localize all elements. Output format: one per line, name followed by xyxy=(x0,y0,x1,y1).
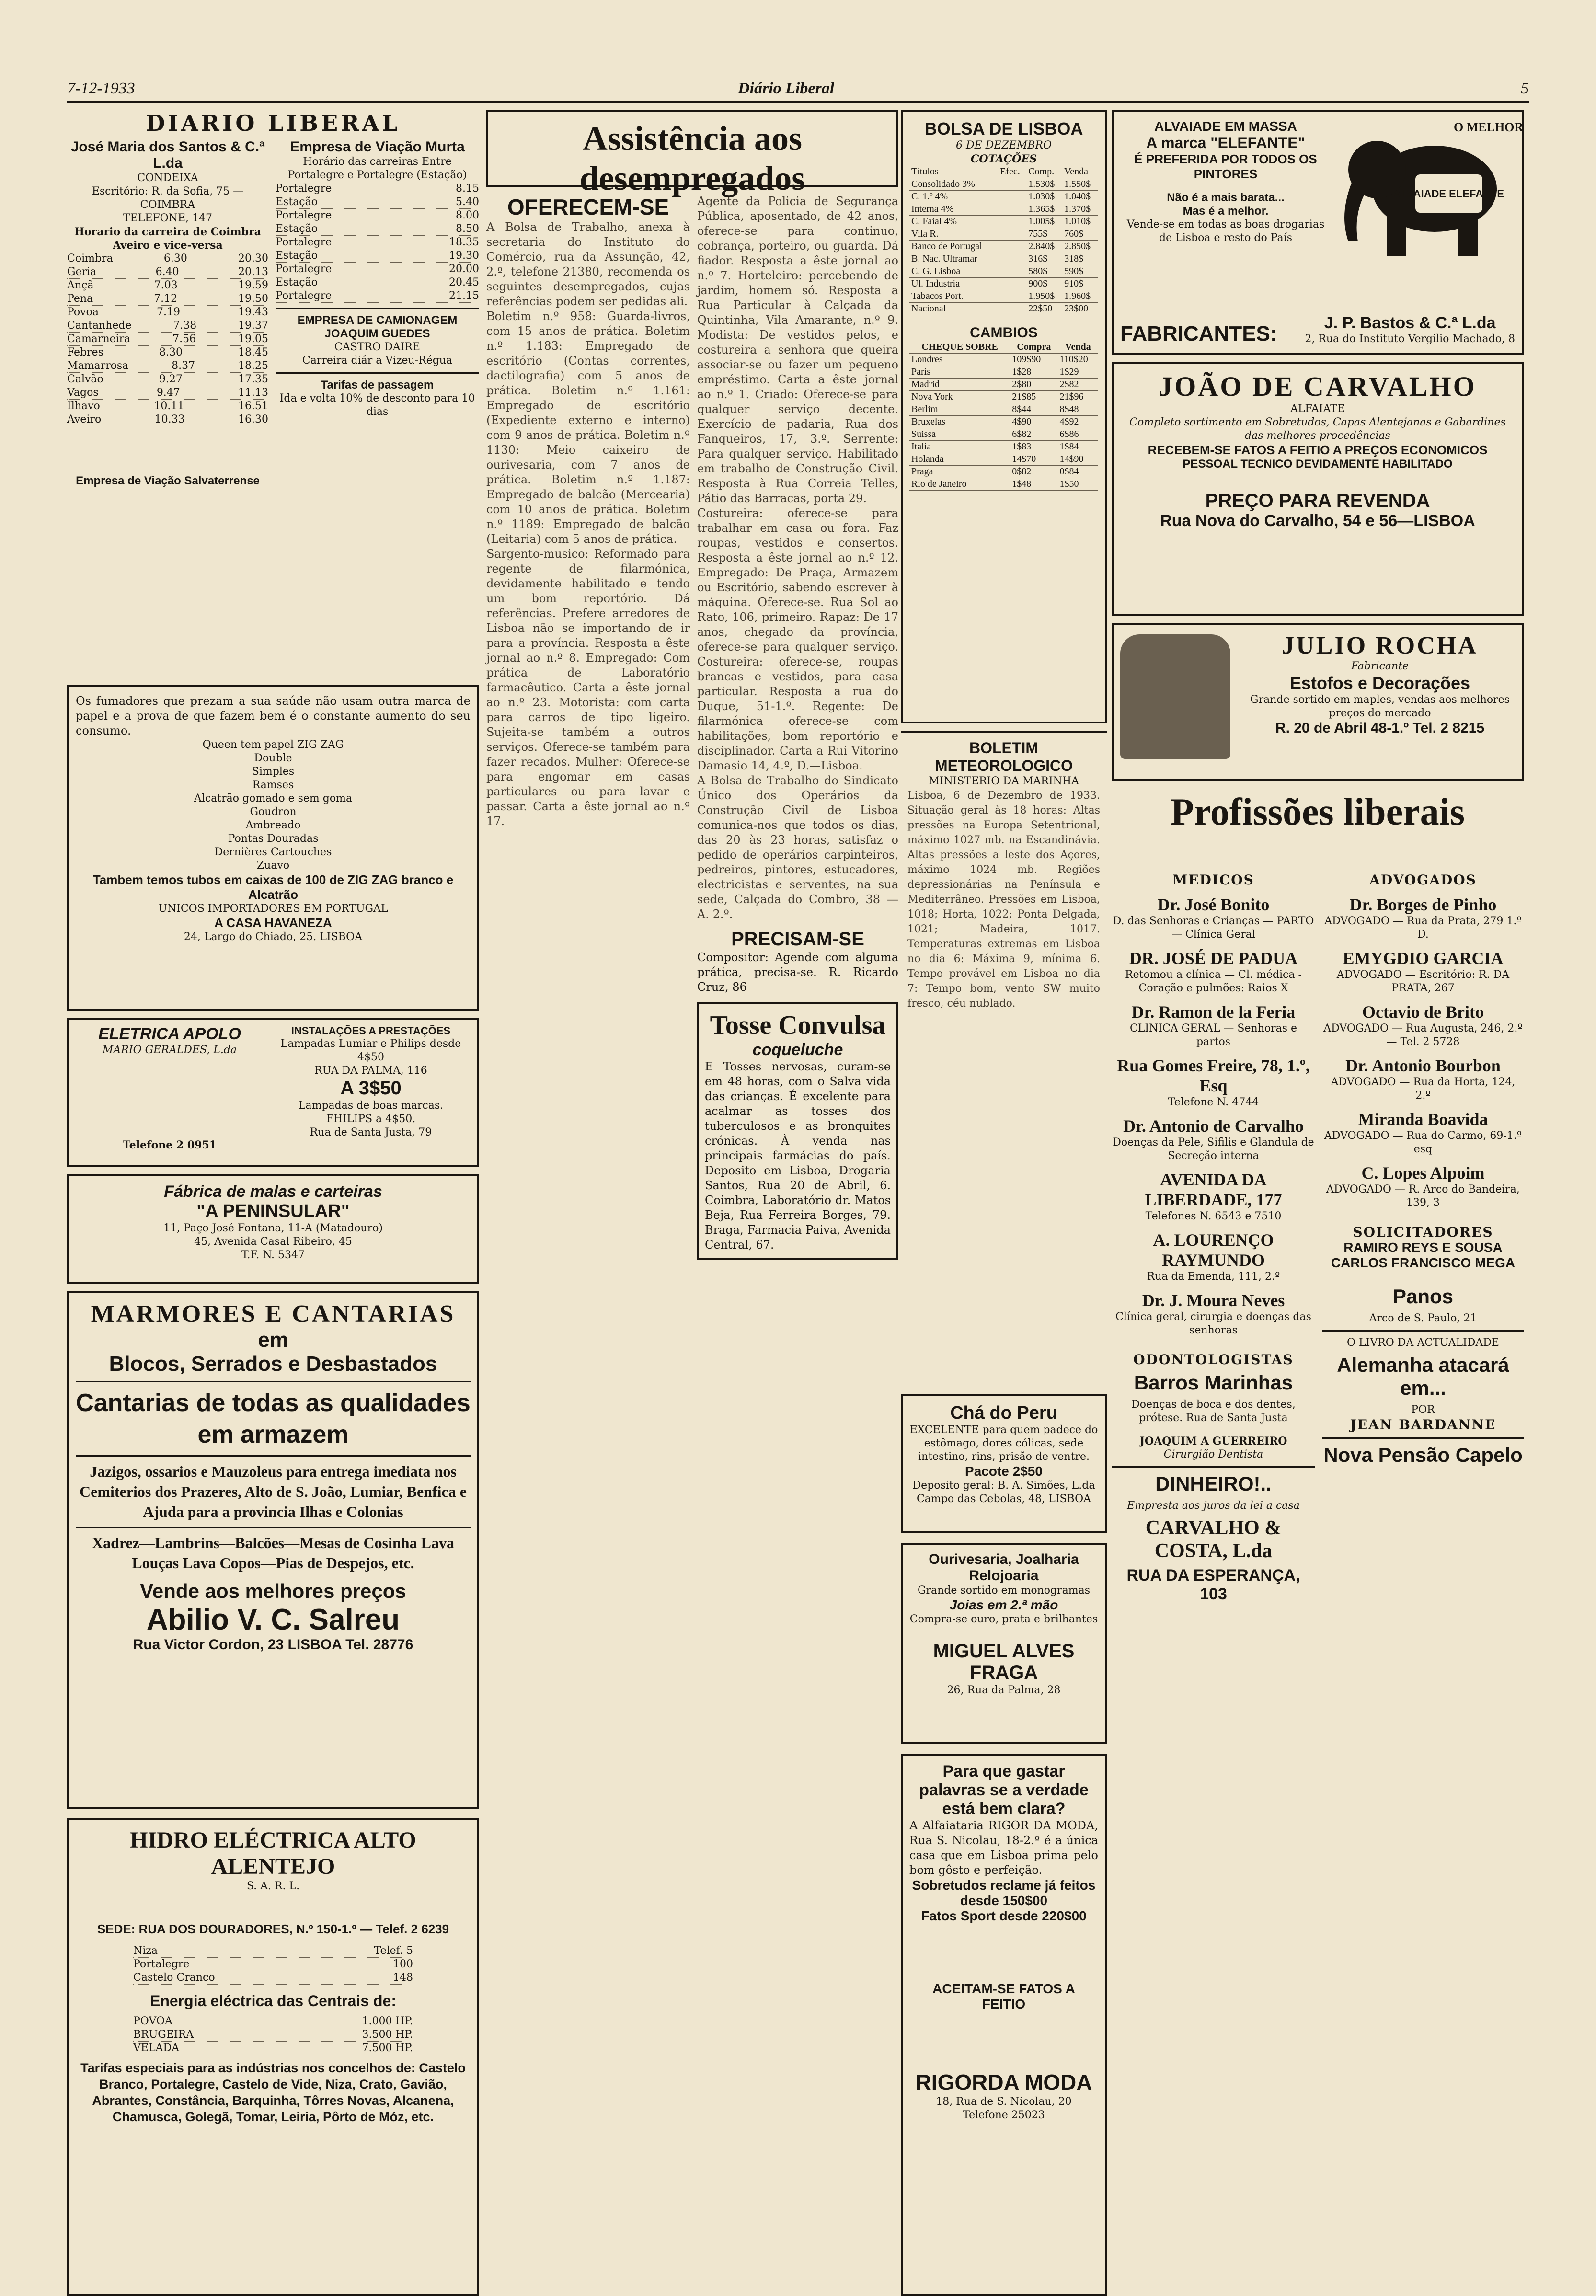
odonto-heading: ODONTOLOGISTAS xyxy=(1133,1352,1294,1367)
cambio-row: Praga 0$82 0$84 xyxy=(909,466,1098,478)
rigor-p1: Sobretudos reclame já feitos desde 150$00 xyxy=(912,1878,1096,1908)
elefante-fab: FABRICANTES: xyxy=(1120,322,1277,345)
precisam-heading: PRECISAM-SE xyxy=(731,929,864,950)
julio-sub: Fabricante xyxy=(1351,660,1409,672)
medico-card: Dr. Ramon de la Feria CLINICA GERAL — Senhoras e partos xyxy=(1129,1002,1297,1048)
marmores-em: em xyxy=(258,1328,288,1352)
transport-schedules xyxy=(67,110,479,494)
zigzag-item: Ambreado xyxy=(245,819,301,831)
instal-line: Lampadas Lumiar e Philips desde 4$50 xyxy=(280,1038,461,1063)
column-3 xyxy=(901,110,1107,2186)
marmores-ad xyxy=(67,1291,479,1809)
santos-schedule: Horario da carreira de Coimbra Aveiro e vice-versa xyxy=(74,226,261,252)
oferecem-heading: OFERECEM-SE xyxy=(507,195,669,219)
tosse-sub: coqueluche xyxy=(752,1041,843,1059)
instal-title: INSTALAÇÕES A PRESTAÇÕES xyxy=(291,1025,451,1037)
bolsa-row: C. 1.º 4% 1.030$ 1.040$ xyxy=(909,191,1098,203)
viacao-box xyxy=(276,139,479,419)
cambio-row: Bruxelas 4$90 4$92 xyxy=(909,416,1098,428)
joao-l3: PESSOAL TECNICO DEVIDAMENTE HABILITADO xyxy=(1183,458,1453,471)
hidro-plant-row: BRUGEIRA 3.500 HP. xyxy=(133,2029,413,2041)
peninsular-addr1: 11, Paço José Fontana, 11-A (Matadouro) xyxy=(163,1222,383,1234)
medico-card: DR. JOSÉ DE PADUA Retomou a clínica — Cl. médica - Coração e pulmões: Raios X xyxy=(1125,949,1302,994)
aveiro-stop-row: Vagos 9.47 11.13 xyxy=(67,387,268,399)
joao-sub: ALFAIATE xyxy=(1290,403,1345,415)
marmores-l3: Jazigos, ossarios e Mauzoleus para entrega imediata nos Cemiterios dos Prazeres, Alto de S. João, Lumiar, Benfica e Ajuda para a provincia Ilhas e Colonias xyxy=(80,1463,467,1520)
medico-card: AVENIDA DA LIBERDADE, 177 Telefones N. 6543 e 7510 xyxy=(1145,1170,1282,1222)
eletrica-tel: Telefone 2 0951 xyxy=(122,1139,217,1151)
zigzag-intro: Os fumadores que prezam a sua saúde não usam outra marca de papel e a prova de que fazem bem é o constante aumento do seu consumo. xyxy=(76,694,471,737)
elefante-badge: ALVAIADE ELEFANTE xyxy=(1393,188,1504,200)
ouri-compra: Compra-se ouro, prata e brilhantes xyxy=(909,1613,1098,1625)
tosse-text: E Tosses nervosas, curam-se em 48 horas, com o Salva vida das crianças. É excelente para acalmar as tosses dos tuberculosos e as bronquites crónicas. À venda nas principais farmácias do país. Deposito em Lisboa, Drogaria Santos, Rua 20 de Abril, 6. Coimbra, Laboratório dr. Matos Beja, Rua Ferreira Borges, 79. Braga, Farmacia Paiva, Avenida Central, 67. xyxy=(705,1060,891,1251)
rigor-question: Para que gastar palavras se a verdade está bem clara? xyxy=(919,1762,1089,1818)
gomes-title: EMPRESA DE CAMIONAGEM JOAQUIM GUEDES xyxy=(297,314,458,340)
zigzag-item: Queen tem papel ZIG ZAG xyxy=(202,739,344,751)
marmores-l2: Cantarias de todas as qualidades em armazem xyxy=(76,1389,471,1448)
hidro-plant-row: VELADA 7.500 HP. xyxy=(133,2042,413,2054)
viacao-stop-row: Portalegre 8.15 xyxy=(276,183,479,195)
instal-promo: Lampadas de boas marcas. FHILIPS a 4$50. xyxy=(298,1100,444,1125)
medico-card: Dr. José Bonito D. das Senhoras e Crianças — PARTO — Clínica Geral xyxy=(1113,895,1314,941)
medico-card: Rua Gomes Freire, 78, 1.º, Esq Telefone N. 4744 xyxy=(1117,1056,1310,1108)
rigor-ad xyxy=(901,1754,1107,2296)
julio-title: JULIO ROCHA xyxy=(1282,632,1478,659)
elefante-l1: ALVAIADE EM MASSA xyxy=(1154,119,1297,134)
instal-price: A 3$50 xyxy=(340,1078,402,1099)
advogado-card: EMYGDIO GARCIA ADVOGADO — Escritório: R. DA PRATA, 267 xyxy=(1336,949,1510,994)
zigzag-claim: Tambem temos tubos em caixas de 100 de ZIG ZAG branco e Alcatrão xyxy=(92,872,454,902)
bolsa-row: Nacional 22$50 23$00 xyxy=(909,303,1098,315)
precisam-text: Compositor: Agende com alguma prática, precisa-se. R. Ricardo Cruz, 86 xyxy=(697,951,898,994)
advogado-card: Miranda Boavida ADVOGADO — Rua do Carmo, 69-1.º esq xyxy=(1324,1110,1522,1155)
zigzag-list xyxy=(76,738,471,872)
elefante-l3: É PREFERIDA POR TODOS OS PINTORES xyxy=(1134,152,1317,181)
barros-name: Barros Marinhas xyxy=(1134,1371,1293,1394)
zigzag-item: Double xyxy=(254,752,292,764)
peninsular-addr2: 45, Avenida Casal Ribeiro, 45 xyxy=(194,1236,352,1248)
joao-text: Completo sortimento em Sobretudos, Capas Alentejanas e Gabardines das melhores procedências xyxy=(1129,416,1506,442)
marmores-address: Rua Victor Cordon, 23 LISBOA Tel. 28776 xyxy=(133,1637,413,1653)
column-4 xyxy=(1112,110,1524,2186)
aveiro-stops xyxy=(67,252,268,426)
medicos-heading: MEDICOS xyxy=(1172,872,1254,888)
aveiro-stop-row: Cantanhede 7.38 19.37 xyxy=(67,320,268,332)
bolsa-row: C. Faial 4% 1.005$ 1.010$ xyxy=(909,216,1098,228)
joao-l2: RECEBEM-SE FATOS A FEITIO A PREÇOS ECONOMICOS xyxy=(1148,443,1488,457)
hidro-office-row: Castelo Cranco 148 xyxy=(133,1972,413,1984)
cambio-row: Rio de Janeiro 1$48 1$50 xyxy=(909,478,1098,491)
marmores-name: Abilio V. C. Salreu xyxy=(146,1603,400,1636)
page-header xyxy=(67,77,1529,103)
bolsa-title: BOLSA DE LISBOA xyxy=(924,119,1083,138)
bolsa-row: Interna 4% 1.365$ 1.370$ xyxy=(909,203,1098,216)
aveiro-stop-row: Ançã 7.03 19.59 xyxy=(67,279,268,291)
viacao-stop-row: Portalegre 21.15 xyxy=(276,290,479,302)
joao-title: JOÃO DE CARVALHO xyxy=(1159,371,1477,402)
rigor-name: RIGORDA MODA xyxy=(915,2070,1092,2095)
hidro-sede: SEDE: RUA DOS DOURADORES, N.º 150-1.º — Telef. 2 6239 xyxy=(97,1922,449,1936)
zigzag-item: Pontas Douradas xyxy=(228,833,319,845)
hidro-ad xyxy=(67,1818,479,2296)
ouri-joias: Joias em 2.ª mão xyxy=(949,1597,1058,1612)
julio-address: R. 20 de Abril 48-1.º Tel. 2 8215 xyxy=(1275,720,1485,736)
viacao-stops xyxy=(276,182,479,303)
aveiro-stop-row: Mamarrosa 8.37 18.25 xyxy=(67,360,268,372)
julio-text: Estofos e Decorações xyxy=(1289,673,1470,693)
advogados-heading: ADVOGADOS xyxy=(1369,872,1477,888)
pensao-title: Nova Pensão Capelo xyxy=(1323,1444,1523,1466)
aveiro-stop-row: Pena 7.12 19.50 xyxy=(67,293,268,305)
viacao-stop-row: Estação 5.40 xyxy=(276,196,479,208)
eletrica-title: ELETRICA APOLO xyxy=(98,1025,241,1043)
viacao-sub: Horário das carreiras Entre Portalegre e Portalegre (Estação) xyxy=(287,156,467,181)
cambio-row: Paris 1$28 1$29 xyxy=(909,366,1098,379)
bolsa-sub: COTAÇÕES xyxy=(970,153,1037,165)
ourivesaria-ad xyxy=(901,1543,1107,1744)
viacao-stop-row: Portalegre 20.00 xyxy=(276,263,479,275)
zigzag-importers: UNICOS IMPORTADORES EM PORTUGAL xyxy=(158,903,388,915)
aveiro-stop-row: Aveiro 10.33 16.30 xyxy=(67,413,268,425)
aveiro-stop-row: Povoa 7.19 19.43 xyxy=(67,306,268,318)
zigzag-shop: A CASA HAVANEZA xyxy=(214,916,332,930)
zigzag-item: Ramses xyxy=(252,779,294,791)
cambio-row: Italia 1$83 1$84 xyxy=(909,441,1098,453)
para-1: A Bolsa de Trabalho, anexa à secretaria do Instituto do Comércio, rua da Assunção, 42, 2.º, telefone 21380, recomenda os seguintes desempregados, cujas referências podem ser pedidas ali. xyxy=(486,220,690,308)
meteo-text: Lisboa, 6 de Dezembro de 1933. Situação geral às 18 horas: Altas pressões na Europa Setentrional, máximo 1027 mb. na Escandinávia. Altas pressões a leste dos Açores, máximo 1024 mb. Regiões depressionárias na Península e Mediterrâneo. Pressões em Lisboa, 1018; Horta, 1022; Ponta Delgada, 1021; Madeira, 1017. Temperaturas extremas em Lisboa no dia 6: Máxima 9, mínima 6. Tempo provável em Lisboa no dia 7: Tempo bom, vento SW muito fresco, céu nublado. xyxy=(907,790,1100,1010)
bolsa-row: Ul. Industria 900$ 910$ xyxy=(909,278,1098,290)
rigor-text: A Alfaiataria RIGOR DA MODA, Rua S. Nicolau, 18-2.º é a única casa que em Lisboa prima pelo bom gôsto e perfeição. xyxy=(909,1819,1098,1877)
zigzag-item: Simples xyxy=(252,766,295,778)
viacao-stop-row: Estação 20.45 xyxy=(276,276,479,288)
guerreiro-name: JOAQUIM A GUERREIRO xyxy=(1139,1435,1287,1447)
cambio-row: Londres 109$90 110$20 xyxy=(909,354,1098,366)
zigzag-item: Alcatrão gomado e sem goma xyxy=(194,792,353,804)
tarifas-note: Ida e volta 10% de desconto para 10 dias xyxy=(279,392,475,418)
profs-title: Profissões liberais xyxy=(1170,791,1465,833)
cambios-title: CAMBIOS xyxy=(970,325,1038,341)
assistencia-title: Assistência aos desempregados xyxy=(579,119,805,197)
bolsa-table xyxy=(909,166,1098,315)
tarifas-title: Tarifas de passagem xyxy=(321,379,434,391)
advogado-card: Dr. Borges de Pinho ADVOGADO — Rua da Prata, 279 1.º D. xyxy=(1324,895,1522,941)
panos-text: Arco de S. Paulo, 21 xyxy=(1369,1312,1477,1324)
ouri-text: Grande sortido em monogramas xyxy=(917,1584,1091,1596)
instal-street: RUA DA PALMA, 116 xyxy=(314,1065,427,1077)
salvaterra-title: Empresa de Viação Salvaterrense xyxy=(76,474,260,487)
meteo-box xyxy=(901,731,1107,1010)
joao-l4: PREÇO PARA REVENDA xyxy=(1205,490,1430,511)
advogado-card: Dr. Antonio Bourbon ADVOGADO — Rua da Horta, 124, 2.º xyxy=(1331,1056,1516,1102)
tosse-title: Tosse Convulsa xyxy=(710,1010,886,1040)
julio-l2: Grande sortido em maples, vendas aos melhores preços do mercado xyxy=(1250,694,1510,719)
peninsular-tel: T.F. N. 5347 xyxy=(241,1249,305,1261)
santos-city: CONDEIXA xyxy=(137,172,198,184)
rigor-p2: Fatos Sport desde 220$00 xyxy=(921,1908,1087,1923)
aveiro-stop-row: Febres 8.30 18.45 xyxy=(67,346,268,358)
cambio-row: Holanda 14$70 14$90 xyxy=(909,453,1098,466)
bolsa-box xyxy=(901,110,1107,723)
medicos-list xyxy=(1112,895,1315,1337)
col2-right xyxy=(697,194,898,2186)
livro-title: Alemanha atacará em... xyxy=(1337,1354,1509,1399)
elephant-icon xyxy=(1334,117,1524,261)
joao-ad xyxy=(1112,362,1524,616)
medico-card: A. LOURENÇO RAYMUNDO Rua da Emenda, 111, 2.º xyxy=(1147,1230,1280,1283)
aveiro-stop-row: Coimbra 6.30 20.30 xyxy=(67,253,268,264)
carvalho-name: CARVALHO & COSTA, L.da xyxy=(1145,1517,1282,1562)
elefante-ad xyxy=(1112,110,1524,355)
marmores-title: MARMORES E CANTARIAS xyxy=(91,1300,456,1328)
marmores-l4: Xadrez—Lambrins—Balcões—Mesas de Cosinha Lava Louças Lava Copos—Pias de Despejos, etc. xyxy=(92,1534,454,1572)
zigzag-item: Zuavo xyxy=(256,860,290,872)
column-2 xyxy=(486,110,898,2186)
santos-name: José Maria dos Santos & C.ª L.da xyxy=(70,139,265,171)
hidro-title: HIDRO ELÉCTRICA ALTO ALENTEJO xyxy=(130,1827,416,1879)
medico-card: Dr. Antonio de Carvalho Doenças da Pele, Sifilis e Glandula de Secreção interna xyxy=(1113,1116,1314,1162)
header-page-number: 5 xyxy=(1521,80,1529,97)
salvaterra-box xyxy=(67,474,268,488)
elefante-name: J. P. Bastos & C.ª L.da xyxy=(1324,314,1496,332)
bolsa-row: B. Nac. Ultramar 316$ 318$ xyxy=(909,253,1098,265)
elefante-l5: Mas é a melhor. xyxy=(1183,205,1269,218)
solicitador-item: CARLOS FRANCISCO MEGA xyxy=(1331,1255,1516,1270)
hidro-offices xyxy=(133,1944,413,1985)
livro-by: POR xyxy=(1411,1404,1435,1416)
hidro-office-row: Niza Telef. 5 xyxy=(133,1945,413,1957)
cha-deposit: Deposito geral: B. A. Simões, L.da xyxy=(912,1480,1095,1492)
zigzag-item: Goudron xyxy=(250,806,297,818)
zigzag-ad xyxy=(67,685,479,1011)
aveiro-stop-row: Geria 6.40 20.13 xyxy=(67,266,268,278)
peninsular-name: "A PENINSULAR" xyxy=(196,1201,350,1221)
hidro-plant-row: POVOA 1.000 HP. xyxy=(133,2015,413,2027)
solic-list xyxy=(1322,1240,1524,1271)
cha-price: Pacote 2$50 xyxy=(965,1464,1043,1479)
cambio-row: Suissa 6$82 6$86 xyxy=(909,428,1098,441)
santos-box xyxy=(67,139,268,426)
aveiro-stop-row: Camarneira 7.56 19.05 xyxy=(67,333,268,345)
para-3: Sargento-musico: Reformado para regente de filarmónica, devidamente habilitado e tendo um bom reportório. Dá referências. Prefere arredores de Lisboa não se importando de ir para a província. Resposta a êste jornal ao n.º 8. Empregado: Com prática de Laboratório farmacêutico. Carta a êste jornal ao n.º 23. Motorista: com carta para carros de tipo ligeiro. Sujeita-se também a outros serviços. Oferece-se também para fazer recados. Mulher: Oferece-se para engomar em casas particulares ou para lavar e passar. Carta a êste jornal ao n.º 17. xyxy=(486,547,690,828)
elefante-l2: A marca "ELEFANTE" xyxy=(1146,134,1305,151)
zigzag-address: 24, Largo do Chiado, 25. LISBOA xyxy=(184,931,363,943)
panos-title: Panos xyxy=(1392,1285,1454,1308)
ouri-title: Ourivesaria, Joalharia Relojoaria xyxy=(929,1551,1079,1584)
eletrica-instal-box xyxy=(67,1018,479,1167)
elefante-logo: O MELHOR xyxy=(1454,120,1524,134)
gomes-route: CASTRO DAIRE xyxy=(334,341,420,353)
advogados-col xyxy=(1322,872,1524,1470)
armchair-icon xyxy=(1120,634,1230,759)
bolsa-row: Tabacos Port. 1.950$ 1.960$ xyxy=(909,290,1098,303)
cambio-row: Berlim 8$44 8$48 xyxy=(909,403,1098,416)
gomes-sub: Carreira diár a Vizeu-Régua xyxy=(302,355,453,367)
rigor-p3: ACEITAM-SE FATOS A FEITIO xyxy=(932,1981,1075,2011)
guerreiro-sub: Cirurgião Dentista xyxy=(1163,1448,1263,1460)
marmores-l5: Vende aos melhores preços xyxy=(140,1580,406,1602)
peninsular-title: Fábrica de malas e carteiras xyxy=(164,1182,382,1201)
peninsular-ad xyxy=(67,1174,479,1284)
header-date: 7-12-1933 xyxy=(67,80,135,97)
elefante-l4: Não é a mais barata... xyxy=(1167,191,1285,204)
bolsa-row: C. G. Lisboa 580$ 590$ xyxy=(909,265,1098,278)
viacao-stop-row: Estação 8.50 xyxy=(276,223,479,235)
joao-address: Rua Nova do Carvalho, 54 e 56—LISBOA xyxy=(1160,512,1475,530)
julio-ad xyxy=(1112,623,1524,781)
cambios-table: CHEQUE SOBRE Compra Venda Londres 109$90 110$20 Paris 1$28 1$29 Madrid 2$80 2$82 Nova York 21$85 21$96 Berlim 8$44 8$48 Bruxelas 4$90 4$92 Suissa 6$82 6$86 Italia 1$83 1$84 Holanda 14$70 14$90 Praga 0$82 0$84 Rio de Janeiro 1$48 1$50 xyxy=(909,341,1098,491)
hidro-tarifas: Tarifas especiais para as indústrias nos concelhos de: Castelo Branco, Portalegre, Castelo de Vide, Niza, Crato, Gavião, Abrantes, Constância, Barquinha, Tôrres Novas, Alcanena, Chamusca, Golegã, Tomar, Leiria, Pôrto de Móz, etc. xyxy=(80,2061,466,2124)
para-4: Agente da Policia de Segurança Pública, aposentado, de 42 anos, oferece-se para continuo, cobrança, porteiro, ou guarda. Dá fiador. Resposta a êste jornal ao n.º 7. Horteleiro: percebendo de jardim, homem só. Resposta a Rua Particular à Calçada da Quintinha, Vila Amarante, n.º 9. Modista: De vestidos pelos, e costureira a senhora que queira associar-se ou fazer um pequeno empréstimo. Carta a êste jornal ao n.º 1. Criado: Oferece-se para qualquer serviço decente. Exercício de padaria, Rua dos Fanqueiros, 17, 3.º. Serrente: Para qualquer serviço. Habilitado em trabalho de Construção Civil. Resposta à Rua Correia Telles, Pátio das Barracas, porta 29. xyxy=(697,195,898,505)
assistencia-banner xyxy=(486,110,898,197)
carvalho-address: RUA DA ESPERANÇA, 103 xyxy=(1126,1566,1300,1603)
solic-heading: SOLICITADORES xyxy=(1353,1224,1493,1240)
hidro-plants xyxy=(133,2015,413,2055)
cha-ad xyxy=(901,1394,1107,1533)
hidro-office-row: Portalegre 100 xyxy=(133,1958,413,1970)
bolsa-date: 6 DE DEZEMBRO xyxy=(955,139,1052,151)
para-5: Costureira: oferece-se para trabalhar em casa ou fora. Faz roupas, vestidos e consertos. Resposta a êste jornal ao n.º 12. Empregado: De Praça, Armazem ou Escritório, sabendo escrever à máquina. Oferece-se. Rua Sol ao Rato, 106, primeiro. Rapaz: De 17 anos, chegado da província, oferece-se para qualquer serviço. Costureira: oferece-se, roupas brancas e vestidos, para casa particular. Resposta a rua do Duque, 51-1.º. Regente: De filarmónica oferece-se com habilitações, bom reportório e disciplinador. Carta a Rui Vitorino Damasio 14, 4.º, D.—Lisboa. xyxy=(697,506,898,772)
cha-address: Campo das Cebolas, 48, LISBOA xyxy=(916,1493,1091,1505)
tosse-ad xyxy=(697,1002,898,1260)
paper-name: DIARIO LIBERAL xyxy=(146,110,401,136)
viacao-stop-row: Portalegre 8.00 xyxy=(276,209,479,221)
bolsa-row: Consolidado 3% 1.530$ 1.550$ xyxy=(909,178,1098,191)
marmores-l1: Blocos, Serrados e Desbastados xyxy=(109,1352,437,1376)
rigor-tel: Telefone 25023 xyxy=(963,2109,1045,2121)
dinheiro-sub: Empresta aos juros da lei a casa xyxy=(1127,1500,1300,1512)
advogado-card: C. Lopes Alpoim ADVOGADO — R. Arco do Bandeira, 139, 3 xyxy=(1326,1163,1520,1209)
bolsa-row: Banco de Portugal 2.840$ 2.850$ xyxy=(909,241,1098,253)
para-6: A Bolsa de Trabalho do Sindicato Único dos Operários da Construção Civil de Lisboa comunica-nos que todos os dias, das 20 às 23 horas, satisfaz o pedido de operários carpinteiros, pedreiros, pintores, estucadores, electricistas e serventes, na sua sede, Calçada do Combro, 38 — A. 2.º. xyxy=(697,774,898,921)
viacao-title: Empresa de Viação Murta xyxy=(290,139,465,155)
livro-tag: O LIVRO DA ACTUALIDADE xyxy=(1346,1337,1499,1349)
medicos-col xyxy=(1112,872,1315,1604)
zigzag-item: Dernières Cartouches xyxy=(214,846,332,858)
viacao-stop-row: Portalegre 18.35 xyxy=(276,236,479,248)
santos-tel: TELEFONE, 147 xyxy=(123,212,212,224)
barros-text: Doenças de boca e dos dentes, prótese. Rua de Santa Justa xyxy=(1131,1399,1296,1424)
cambio-row: Madrid 2$80 2$82 xyxy=(909,379,1098,391)
header-masthead: Diário Liberal xyxy=(738,80,835,97)
viacao-stop-row: Estação 19.30 xyxy=(276,250,479,262)
profs-section xyxy=(1112,872,1524,2186)
elefante-l6: Vende-se em todas as boas drogarias de Lisboa e resto do País xyxy=(1126,218,1325,244)
rigor-address: 18, Rua de S. Nicolau, 20 xyxy=(936,2096,1072,2108)
meteo-sub: MINISTERIO DA MARINHA xyxy=(929,775,1079,787)
ouri-address: 26, Rua da Palma, 28 xyxy=(947,1684,1061,1696)
hidro-sarl: S. A. R. L. xyxy=(246,1880,300,1892)
hidro-centrais: Energia eléctrica das Centrais de: xyxy=(150,1992,396,2009)
instal-address: Rua de Santa Justa, 79 xyxy=(310,1126,432,1138)
eletrica-owner: MARIO GERALDES, L.da xyxy=(102,1044,237,1056)
aveiro-stop-row: Ilhavo 10.11 16.51 xyxy=(67,400,268,412)
medico-card: Dr. J. Moura Neves Clínica geral, cirurgia e doenças das senhoras xyxy=(1115,1291,1311,1336)
ouri-name: MIGUEL ALVES FRAGA xyxy=(933,1641,1075,1683)
bolsa-row: Títulos Efec. Comp. Venda xyxy=(909,166,1098,178)
advogados-list xyxy=(1322,895,1524,1210)
aveiro-stop-row: Calvão 9.27 17.35 xyxy=(67,373,268,385)
meteo-title: BOLETIM METEOROLOGICO xyxy=(935,739,1073,774)
bolsa-row: Vila R. 755$ 760$ xyxy=(909,228,1098,241)
livro-author: JEAN BARDANNE xyxy=(1350,1417,1496,1433)
solicitador-item: RAMIRO REYS E SOUSA xyxy=(1343,1240,1503,1255)
elefante-address: 2, Rua do Instituto Vergilio Machado, 8 xyxy=(1305,333,1515,345)
cambio-row: Nova York 21$85 21$96 xyxy=(909,391,1098,403)
santos-address: Escritório: R. da Sofia, 75 — COIMBRA xyxy=(92,185,244,211)
dinheiro-title: DINHEIRO!.. xyxy=(1155,1472,1272,1495)
column-1 xyxy=(67,110,479,2186)
cha-title: Chá do Peru xyxy=(950,1403,1057,1423)
para-2: Boletim n.º 958: Guarda-livros, com 15 anos de prática. Boletim n.º 1.183: Empregado de escritório (Contas correntes, dactilografia) com 5 anos de prática. Boletim n.º 1.161: Empregado de escritório (Expediente externo e interno) com 9 anos de prática. Boletim n.º 1130: Meio caixeiro de ourivesaria, com 7 anos de prática. Boletim n.º 1.187: Empregado de balcão (Mercearia) com 10 anos de prática. Boletim n.º 1189: Empregado de balcão (Leitaria) com 5 anos de prática. xyxy=(486,310,690,546)
advogado-card: Octavio de Brito ADVOGADO — Rua Augusta, 246, 2.º — Tel. 2 5728 xyxy=(1323,1002,1523,1048)
col2-left xyxy=(486,194,690,2186)
cha-text: EXCELENTE para quem padece do estômago, dores cólicas, sede intestino, rins, prisão de ventre. xyxy=(909,1424,1098,1463)
